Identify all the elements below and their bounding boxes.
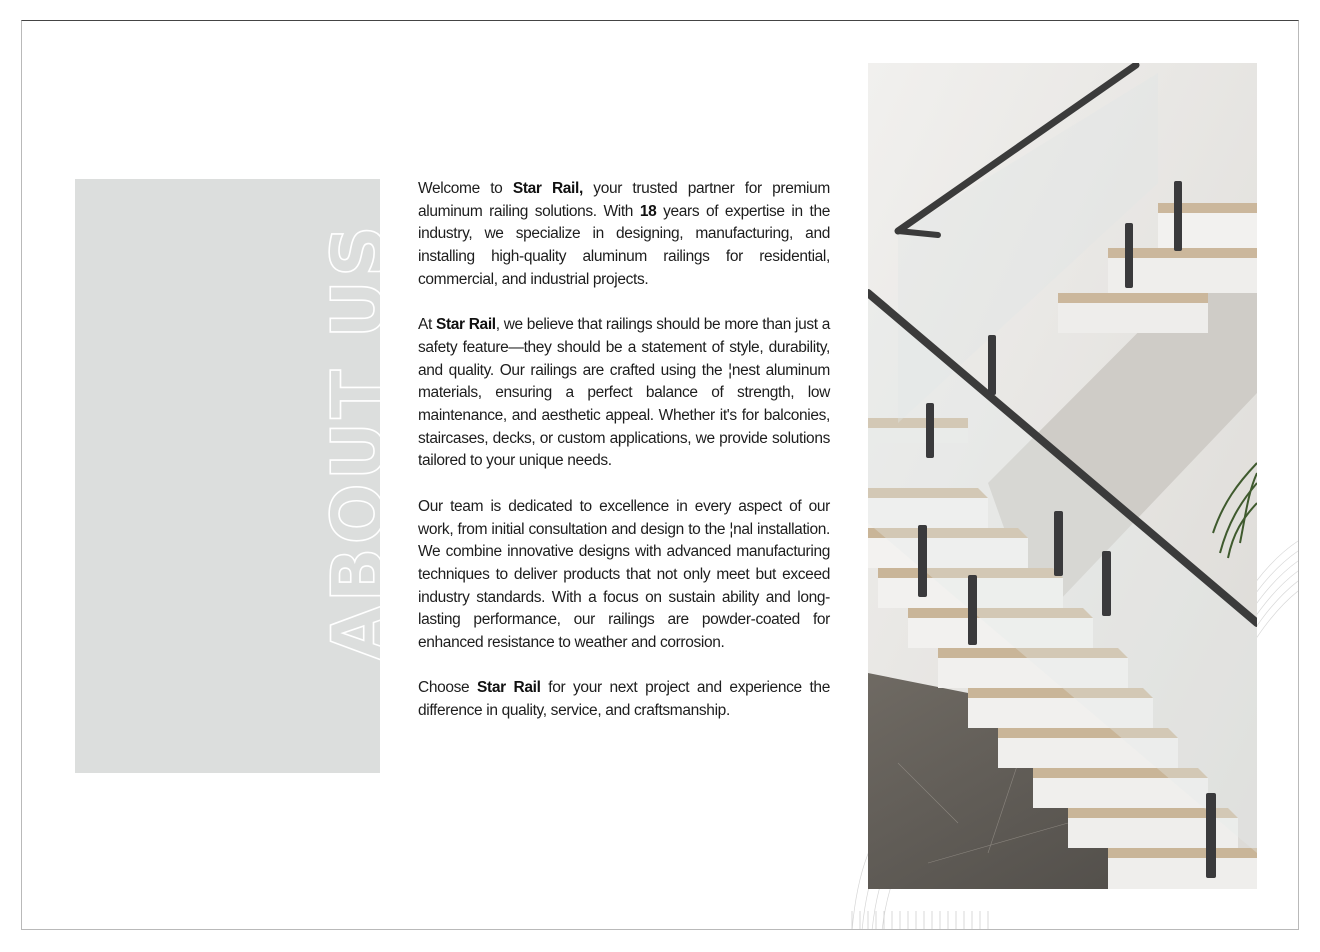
about-text-block bbox=[418, 178, 830, 746]
paragraph-4: Choose Star Rail for your next project and experience the difference in quality, service, and craftsmanship. bbox=[418, 679, 830, 720]
paragraph-2: At Star Rail, we believe that railings should be more than just a safety feature—they should be a statement of style, durability, and quality. Our railings are crafted using the ¦nest aluminum materials, ensuring a perfect balance of strength, low maintenance, and aesthetic appeal. Whether it's for balconies, staircases, decks, or custom applications, we provide solutions tailored to your unique needs. bbox=[418, 316, 830, 470]
about-us-title: ABOUT US bbox=[316, 222, 400, 661]
paragraph-1: Welcome to Star Rail, your trusted partner for premium aluminum railing solutions. With 18 years of expertise in the industry, we specialize in designing, manufacturing, and installing high-quality aluminum railings for residential, commercial, and industrial projects. bbox=[418, 180, 831, 288]
brand-name: Star Rail, bbox=[512, 180, 583, 197]
staircase-photo bbox=[868, 63, 1257, 889]
document-page bbox=[21, 20, 1299, 930]
paragraph-3: Our team is dedicated to excellence in every aspect of our work, from initial consultation and design to the ¦nal installation. We combine innovative designs with advanced manufacturing techniques to deliver products that not only meet but exceed industry standards. With a focus on sustain ability and long-lasting performance, our railings are powder-coated for enhanced resistance to weather and corrosion. bbox=[418, 497, 830, 652]
brand-name: Star Rail bbox=[435, 316, 496, 334]
years-count: 18 bbox=[639, 202, 657, 220]
staircase-illustration bbox=[868, 63, 1257, 889]
brand-name: Star Rail bbox=[477, 679, 541, 697]
